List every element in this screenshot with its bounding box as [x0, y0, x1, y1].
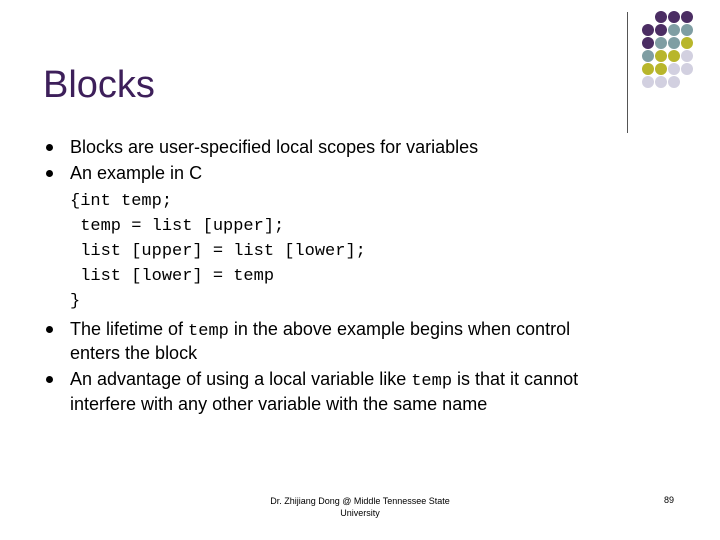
decorative-dot: [668, 11, 680, 23]
bullet-marker: [46, 170, 53, 177]
decorative-dot: [681, 37, 693, 49]
footer: [255, 495, 465, 519]
slide-title: Blocks: [43, 64, 155, 106]
text-run: The lifetime of: [70, 319, 189, 339]
text-run: is that it cannot: [452, 369, 579, 389]
code-line: {int temp;: [70, 192, 173, 211]
text-run: An advantage of using a local variable like: [70, 369, 412, 389]
decorative-dot: [681, 11, 693, 23]
bullet-text: An example in C: [70, 163, 203, 183]
decorative-vertical-line: [627, 12, 628, 133]
inline-code: temp: [188, 322, 229, 341]
decorative-dot: [655, 37, 667, 49]
inline-code: temp: [411, 372, 453, 391]
bullet-marker: [46, 376, 53, 383]
decorative-dot: [655, 63, 667, 75]
code-line: temp = list [upper];: [70, 217, 285, 236]
decorative-dot: [642, 63, 654, 75]
code-line: }: [70, 292, 81, 311]
code-line: list [lower] = temp: [70, 267, 275, 286]
bullet-text: Blocks are user-specified local scopes for variables: [70, 137, 479, 157]
decorative-dot: [642, 24, 654, 36]
bullet-marker: [46, 144, 53, 151]
decorative-dot: [668, 76, 680, 88]
decorative-dot: [655, 11, 667, 23]
decorative-dot: [655, 24, 667, 36]
text-run: in the above example begins when control: [228, 319, 571, 339]
decorative-dot: [668, 37, 680, 49]
decorative-dot: [668, 24, 680, 36]
bullet-marker: [46, 326, 53, 333]
decorative-dot: [681, 50, 693, 62]
decorative-dot: [642, 50, 654, 62]
decorative-dot: [681, 63, 693, 75]
footer-line: Dr. Zhijiang Dong @ Middle Tennessee State: [270, 496, 450, 506]
bullet-text-continuation: interfere with any other variable with the same name: [70, 394, 488, 414]
code-line: list [upper] = list [lower];: [70, 242, 366, 261]
decorative-dot: [642, 37, 654, 49]
decorative-dot: [655, 76, 667, 88]
decorative-dot: [668, 50, 680, 62]
decorative-dot: [681, 24, 693, 36]
decorative-dot: [642, 76, 654, 88]
bullet-text-continuation: enters the block: [70, 343, 198, 363]
bullet-text: [70, 317, 570, 344]
page-number: 89: [664, 495, 675, 505]
footer-line: University: [340, 508, 380, 518]
bullet-text: [70, 367, 578, 394]
decorative-dot: [655, 50, 667, 62]
decorative-dot: [668, 63, 680, 75]
